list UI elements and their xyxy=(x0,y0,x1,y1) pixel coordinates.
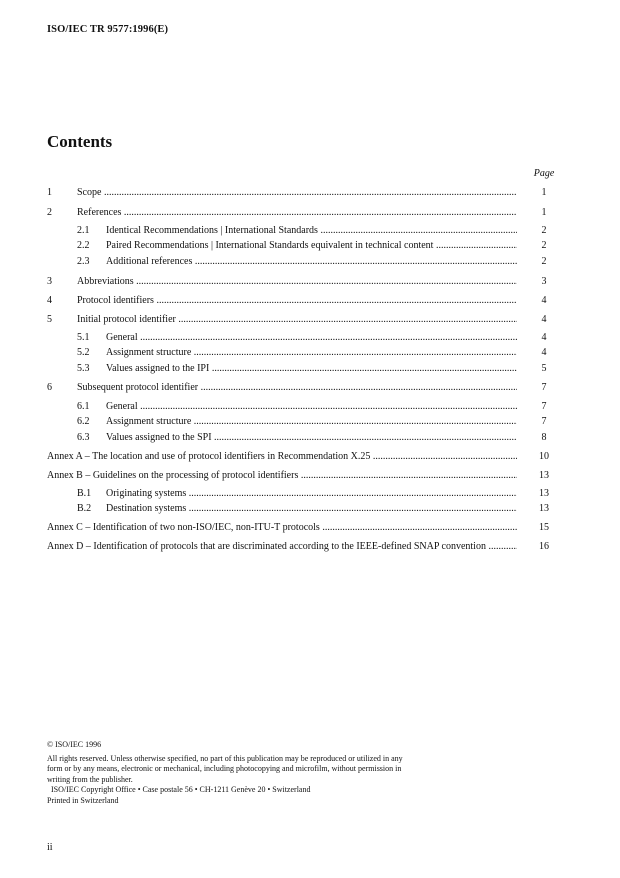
toc-entry-title: Values assigned to the SPI ..... xyxy=(106,431,517,445)
toc-entry-page: 16 xyxy=(539,541,549,552)
toc-entry[interactable] xyxy=(47,415,557,429)
toc-entry[interactable] xyxy=(47,255,557,269)
toc-entry-title: Annex C – Identification of two non-ISO/IEC, non-ITU-T protocols ..... xyxy=(47,521,517,535)
toc-entry[interactable] xyxy=(47,186,557,200)
toc-entry-title: Values assigned to the IPI ..... xyxy=(106,362,517,376)
toc-entry-page: 8 xyxy=(541,432,547,443)
toc-entry-number: 6.3 xyxy=(77,432,90,443)
toc-entry-page: 10 xyxy=(539,451,549,462)
page-number: ii xyxy=(47,842,53,853)
toc-entry[interactable] xyxy=(47,540,557,554)
toc-entry-page: 4 xyxy=(541,314,547,325)
toc-entry-number: 2.1 xyxy=(77,225,90,236)
toc-entry-number: 5.2 xyxy=(77,347,90,358)
toc-entry-number: B.2 xyxy=(77,503,92,514)
toc-entry[interactable] xyxy=(47,239,557,253)
toc-entry-title: Subsequent protocol identifier ..... xyxy=(77,381,517,395)
toc-entry[interactable] xyxy=(47,521,557,535)
toc-entry[interactable] xyxy=(47,381,557,395)
toc-entry-page: 13 xyxy=(539,503,549,514)
toc-entry-number: 2.3 xyxy=(77,256,90,267)
toc-entry-page: 7 xyxy=(541,416,547,427)
rights-statement: All rights reserved. Unless otherwise specified, no part of this publication may be reproduced or utilized in any form or by any means, electronic or mechanical, including photocopying and microfilm, without permission in writing from the publisher. xyxy=(47,753,403,784)
toc-entry-number: B.1 xyxy=(77,488,92,499)
toc-entry-number: 2 xyxy=(47,207,52,218)
toc-entry-title: General ..... xyxy=(106,400,517,414)
toc-entry[interactable] xyxy=(47,362,557,376)
toc-entry-page: 13 xyxy=(539,470,549,481)
toc-entry-page: 5 xyxy=(541,363,547,374)
toc-entry-page: 1 xyxy=(541,187,547,198)
toc-entry-title: Destination systems ..... xyxy=(106,502,517,516)
toc-entry[interactable] xyxy=(47,275,557,289)
toc-entry-title: Assignment structure ..... xyxy=(106,346,517,360)
document-id: ISO/IEC TR 9577:1996(E) xyxy=(47,24,169,35)
page-title: Contents xyxy=(47,132,113,151)
toc-entry-number: 4 xyxy=(47,295,52,306)
toc-entry[interactable] xyxy=(47,331,557,345)
toc-entry[interactable] xyxy=(47,313,557,327)
toc-entry-number: 6 xyxy=(47,382,52,393)
copyright-notice xyxy=(47,740,407,806)
copyright-office-address: ISO/IEC Copyright Office • Case postale 56 • CH-1211 Genève 20 • Switzerland xyxy=(51,785,311,794)
toc-entry[interactable] xyxy=(47,469,557,483)
toc-entry[interactable] xyxy=(47,400,557,414)
toc-entry-title: Annex B – Guidelines on the processing of protocol identifiers ..... xyxy=(47,469,517,483)
toc-entry[interactable] xyxy=(47,206,557,220)
toc-entry-number: 5 xyxy=(47,314,52,325)
toc-entry-title: Originating systems ..... xyxy=(106,487,517,501)
toc-entry-title: Annex A – The location and use of protocol identifiers in Recommendation X.25 ..... xyxy=(47,450,517,464)
toc-entry-number: 5.1 xyxy=(77,332,90,343)
toc-entry-title: Paired Recommendations | International Standards equivalent in technical content ..... xyxy=(106,239,517,253)
toc-entry-page: 15 xyxy=(539,522,549,533)
toc-entry-page: 2 xyxy=(541,240,547,251)
toc-entry-page: 2 xyxy=(541,256,547,267)
toc-entry-title: General ..... xyxy=(106,331,517,345)
toc-entry-page: 2 xyxy=(541,225,547,236)
toc-entry[interactable] xyxy=(47,450,557,464)
toc-entry-title: Scope ..... xyxy=(77,186,517,200)
toc-entry[interactable] xyxy=(47,502,557,516)
printed-in: Printed in Switzerland xyxy=(47,795,119,805)
toc-entry-title: Initial protocol identifier ..... xyxy=(77,313,517,327)
toc-entry-title: Abbreviations ..... xyxy=(77,275,517,289)
toc-entry[interactable] xyxy=(47,294,557,308)
toc-entry-page: 13 xyxy=(539,488,549,499)
toc-entry-page: 3 xyxy=(541,276,547,287)
toc-entry-page: 4 xyxy=(541,332,547,343)
copyright-line: © ISO/IEC 1996 xyxy=(47,740,102,749)
toc-entry-title: Annex D – Identification of protocols that are discriminated according to the IEEE-defined SNAP convention ..... xyxy=(47,540,517,554)
toc-entry-page: 1 xyxy=(541,207,547,218)
toc-entry-title: Assignment structure ..... xyxy=(106,415,517,429)
toc-entry-number: 2.2 xyxy=(77,240,90,251)
toc-entry[interactable] xyxy=(47,346,557,360)
toc-entry-number: 6.1 xyxy=(77,401,90,412)
toc-entry[interactable] xyxy=(47,431,557,445)
toc-entry-title: Additional references ..... xyxy=(106,255,517,269)
toc-entry[interactable] xyxy=(47,487,557,501)
toc-entry-page: 4 xyxy=(541,347,547,358)
toc-entry-title: Protocol identifiers ..... xyxy=(77,294,517,308)
toc-entry-number: 3 xyxy=(47,276,52,287)
toc-entry-title: Identical Recommendations | International Standards ..... xyxy=(106,224,517,238)
toc-entry-page: 7 xyxy=(541,382,547,393)
toc-entry-page: 4 xyxy=(541,295,547,306)
toc-entry[interactable] xyxy=(47,224,557,238)
toc-entry-number: 1 xyxy=(47,187,52,198)
toc-entry-page: 7 xyxy=(541,401,547,412)
toc-entry-number: 5.3 xyxy=(77,363,90,374)
toc-entry-number: 6.2 xyxy=(77,416,90,427)
page-column-label: Page xyxy=(533,168,555,179)
toc-entry-title: References ..... xyxy=(77,206,517,220)
